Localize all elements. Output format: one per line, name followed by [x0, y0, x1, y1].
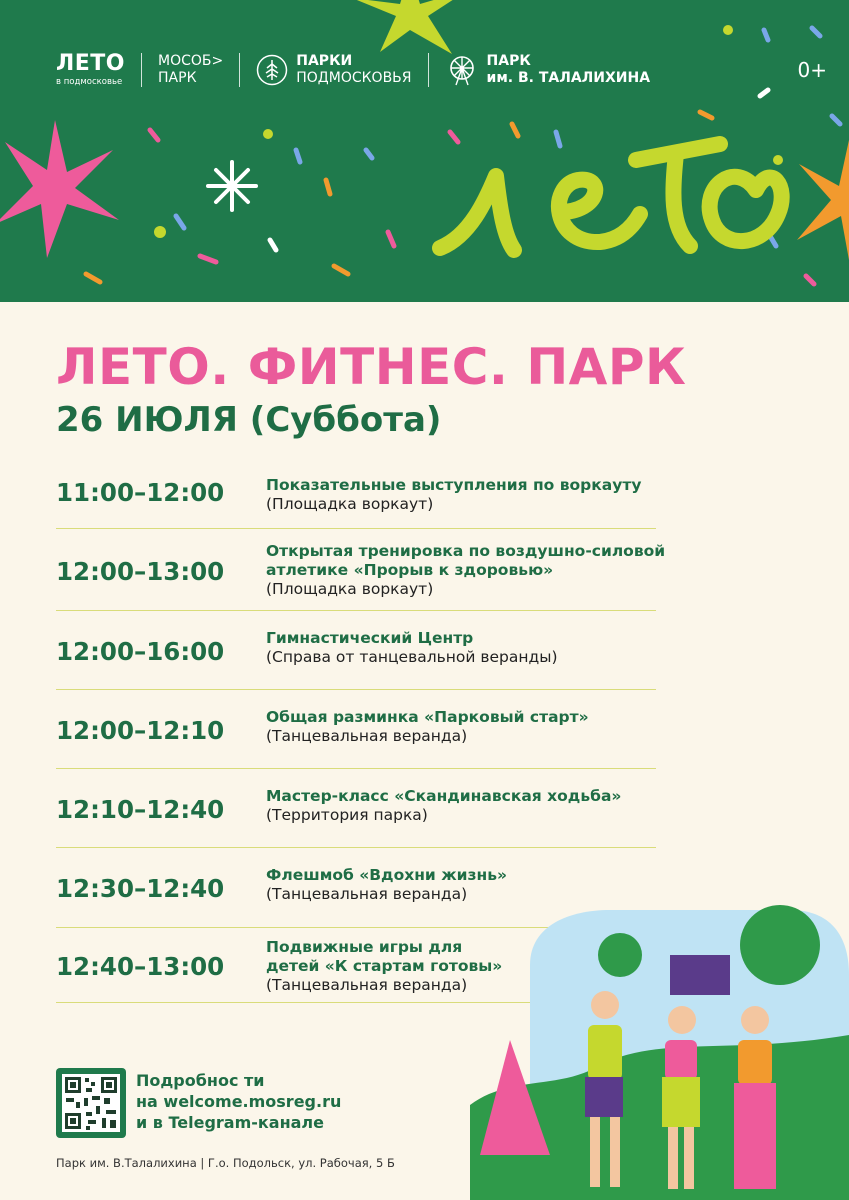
- ferris-wheel-icon: [445, 53, 479, 87]
- schedule-event: Флешмоб «Вдохни жизнь»: [266, 866, 508, 884]
- park-talalikhina-logo: [445, 53, 651, 87]
- schedule-time: 11:00–12:00: [56, 478, 225, 507]
- orange-star-decoration: [797, 140, 849, 260]
- schedule-info: [266, 629, 696, 667]
- schedule-row: [56, 529, 666, 611]
- schedule-info: [266, 542, 696, 599]
- schedule-place: (Танцевальная веранда): [266, 727, 468, 745]
- leto-logo: [56, 53, 125, 87]
- schedule-event: Показательные выступления по воркауту: [266, 476, 642, 494]
- header-decoration: [0, 0, 849, 302]
- white-sparkle-decoration: [208, 162, 256, 210]
- schedule-time: 12:30–12:40: [56, 874, 225, 903]
- schedule-time: 12:00–16:00: [56, 637, 225, 666]
- park-logo-line1: ПАРК: [486, 53, 531, 70]
- mosobpark-logo-line2: ПАРК: [158, 70, 197, 86]
- script-leto-lettering: [440, 144, 782, 250]
- parki-logo-line2: ПОДМОСКОВЬЯ: [296, 70, 412, 86]
- schedule-place: (Танцевальная веранда): [266, 976, 468, 994]
- schedule-time: 12:40–13:00: [56, 952, 225, 981]
- more-info-line: Подробнос ти: [136, 1071, 265, 1090]
- schedule-place: (Территория парка): [266, 806, 428, 824]
- schedule-place: (Площадка воркаут): [266, 580, 434, 598]
- more-info: [136, 1070, 341, 1133]
- logo-divider: [239, 53, 240, 87]
- event-date: 26 ИЮЛЯ (Суббота): [56, 400, 442, 440]
- header-banner: [0, 0, 849, 302]
- fern-leaf-icon: [256, 54, 288, 86]
- schedule-event: Гимнастический Центр: [266, 629, 474, 647]
- schedule-row: [56, 462, 656, 529]
- footer-address: Парк им. В.Талалихина | Г.о. Подольск, ул. Рабочая, 5 Б: [56, 1156, 395, 1170]
- schedule-place: (Танцевальная веранда): [266, 885, 468, 903]
- logo-divider: [141, 53, 142, 87]
- pink-star-decoration: [0, 120, 119, 258]
- partner-logos: [56, 48, 829, 92]
- event-title: ЛЕТО. ФИТНЕС. ПАРК: [56, 338, 687, 396]
- qr-code[interactable]: [56, 1068, 126, 1138]
- schedule-event: Открытая тренировка по воздушно-силовой атлетике «Прорыв к здоровью»: [266, 542, 666, 579]
- leto-logo-subtext: в подмосковье: [56, 77, 123, 88]
- schedule-place: (Площадка воркаут): [266, 495, 434, 513]
- leto-logo-text: ЛЕТО: [56, 51, 126, 77]
- schedule-row: [56, 690, 656, 769]
- schedule-event: Общая разминка «Парковый старт»: [266, 708, 589, 726]
- schedule-info: [266, 866, 696, 904]
- mosobpark-logo-line1: МОСОБ>: [158, 53, 224, 70]
- parki-logo-line1: ПАРКИ: [296, 53, 353, 70]
- schedule-info: [266, 708, 696, 746]
- schedule-info: [266, 476, 696, 514]
- schedule-time: 12:10–12:40: [56, 795, 225, 824]
- parki-podmoskovya-logo: [256, 53, 411, 87]
- logo-divider: [428, 53, 429, 87]
- park-logo-line2: им. В. ТАЛАЛИХИНА: [486, 70, 651, 86]
- qr-code-icon: [56, 1068, 126, 1138]
- more-info-line: на welcome.mosreg.ru: [136, 1092, 342, 1111]
- schedule-event: Подвижные игры для детей «К стартам готовы»: [266, 938, 503, 975]
- schedule-row: [56, 769, 656, 848]
- mosobpark-logo: [158, 53, 223, 87]
- schedule-info: [266, 787, 696, 825]
- more-info-line: и в Telegram-канале: [136, 1113, 324, 1132]
- schedule-time: 12:00–12:10: [56, 716, 225, 745]
- schedule-row: [56, 611, 656, 690]
- schedule-event: Мастер-класс «Скандинавская ходьба»: [266, 787, 622, 805]
- lime-star-decoration: [352, 0, 468, 54]
- fitness-people-illustration: [470, 905, 849, 1200]
- schedule-time: 12:00–13:00: [56, 557, 225, 586]
- age-rating: 0+: [797, 58, 827, 82]
- schedule-place: (Справа от танцевальной веранды): [266, 648, 558, 666]
